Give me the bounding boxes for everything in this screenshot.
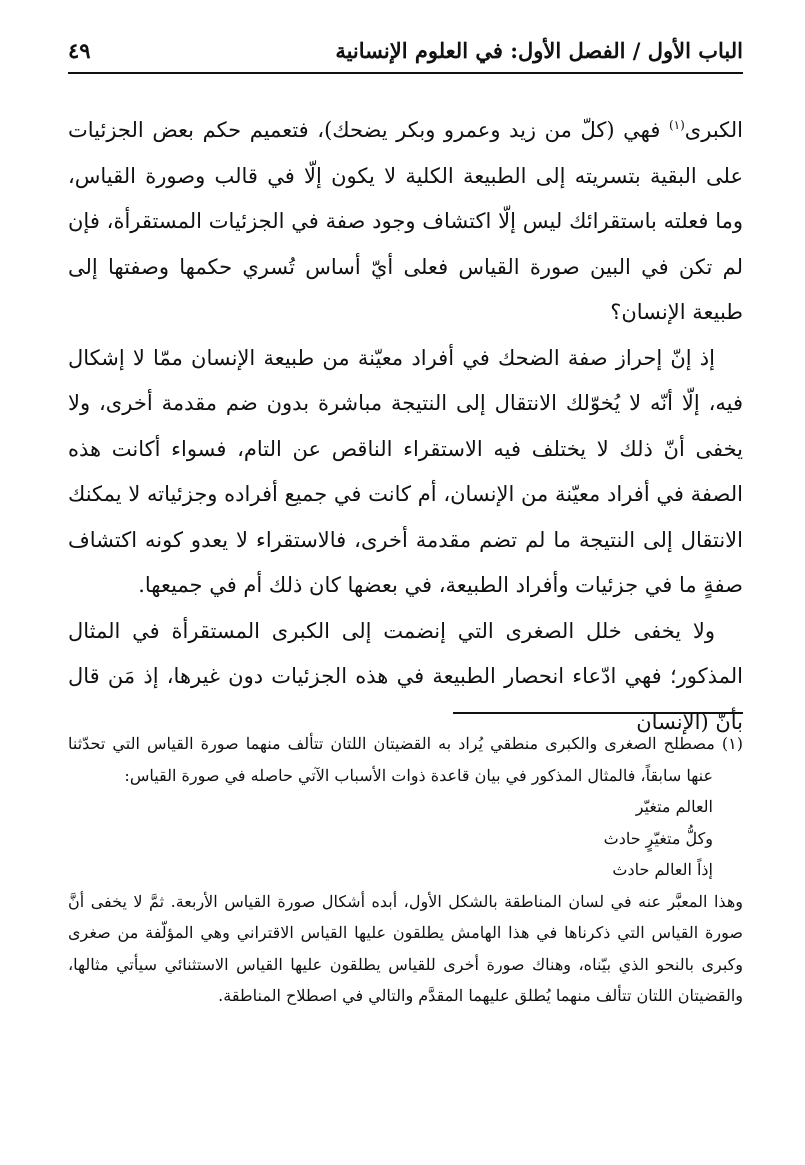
- paragraph-1: [68, 108, 743, 336]
- header-title: الباب الأول / الفصل الأول: في العلوم الإنسانية: [335, 37, 743, 63]
- paragraph-2: إذ إنّ إحراز صفة الضحك في أفراد معيّنة من طبيعة الإنسان ممّا لا إشكال فيه، إلّا أنّه لا يُخوّلك الانتقال إلى النتيجة مباشرة بدون ضم مقدمة أخرى، ولا يخفى أنّ ذلك لا يختلف فيه الاستقراء الناقص عن التام، فسواء أكانت هذه الصفة في أفراد معيّنة من الإنسان، أم كانت في جميع أفراده وجزئياته لا يمكنك الانتقال إلى النتيجة ما لم تضم مقدمة أخرى، فالاستقراء لا يعدو كونه اكتشاف صفةٍ ما في جزئيات وأفراد الطبيعة، في بعضها كان ذلك أم في جميعها.: [68, 345, 743, 597]
- running-header: [68, 28, 743, 74]
- footnote-1-intro: (١) مصطلح الصغرى والكبرى منطقي يُراد به القضيتان اللتان تتألف منهما صورة القياس التي تحدّثنا عنها سابقاً، فالمثال المذكور في بيان قاعدة ذوات الأسباب الآتي حاصله في صورة القياس:: [68, 734, 743, 785]
- footnotes: [68, 728, 743, 1012]
- syllogism-premise-major: وكلُّ متغيّرٍ حادث: [603, 828, 713, 848]
- paragraph-3: ولا يخفى خلل الصغرى التي إنضمت إلى الكبرى المستقرأة في المثال المذكور؛ فهي ادّعاء انحصار الطبيعة في هذه الجزئيات دون غيرها، إذ مَن قال بأنّ (الإنسان: [68, 618, 743, 734]
- syllogism-premise-minor: العالم متغيّر: [635, 797, 713, 816]
- footnote-divider: [453, 712, 743, 714]
- footnote-1-outro: وهذا المعبَّر عنه في لسان المناطقة بالشكل الأول، أبده أشكال صورة القياس الأربعة. ثمَّ لا يخفى أنَّ صورة القياس التي ذكرناها في هذا الهامش يطلقون عليها القياس الاقتراني وهي المؤلّفة من صغرى وكبرى بالنحو الذي بيّناه، وهناك صورة أخرى للقياس يطلقون عليها القياس الاستثنائي سيأتي مثالها، والقضيتان اللتان تتألف منهما يُطلق عليهما المقدَّم والتالي في اصطلاح المناطقة.: [68, 891, 743, 1005]
- syllogism-conclusion: إذاً العالم حادث: [612, 860, 713, 879]
- paragraph-1-rest: فهي (كلّ من زيد وعمرو وبكر يضحك)، فتعميم حكم بعض الجزئيات على البقية بتسريته إلى الطبيعة الكلية لا يكون إلّا في قالب وصورة القياس، وما فعلته باستقرائك ليس إلّا اكتشاف وجود صفة في الجزئيات المستقرأة، فإن لم تكن في البين صورة القياس فعلى أيّ أساس تُسري حكمها وصفتها إلى طبيعة الإنسان؟: [68, 118, 743, 324]
- footnote-reference: (١): [668, 118, 685, 132]
- main-text: [68, 108, 743, 745]
- paragraph-1-start: الكبرى: [684, 118, 743, 142]
- page-number: ٤٩: [68, 37, 91, 63]
